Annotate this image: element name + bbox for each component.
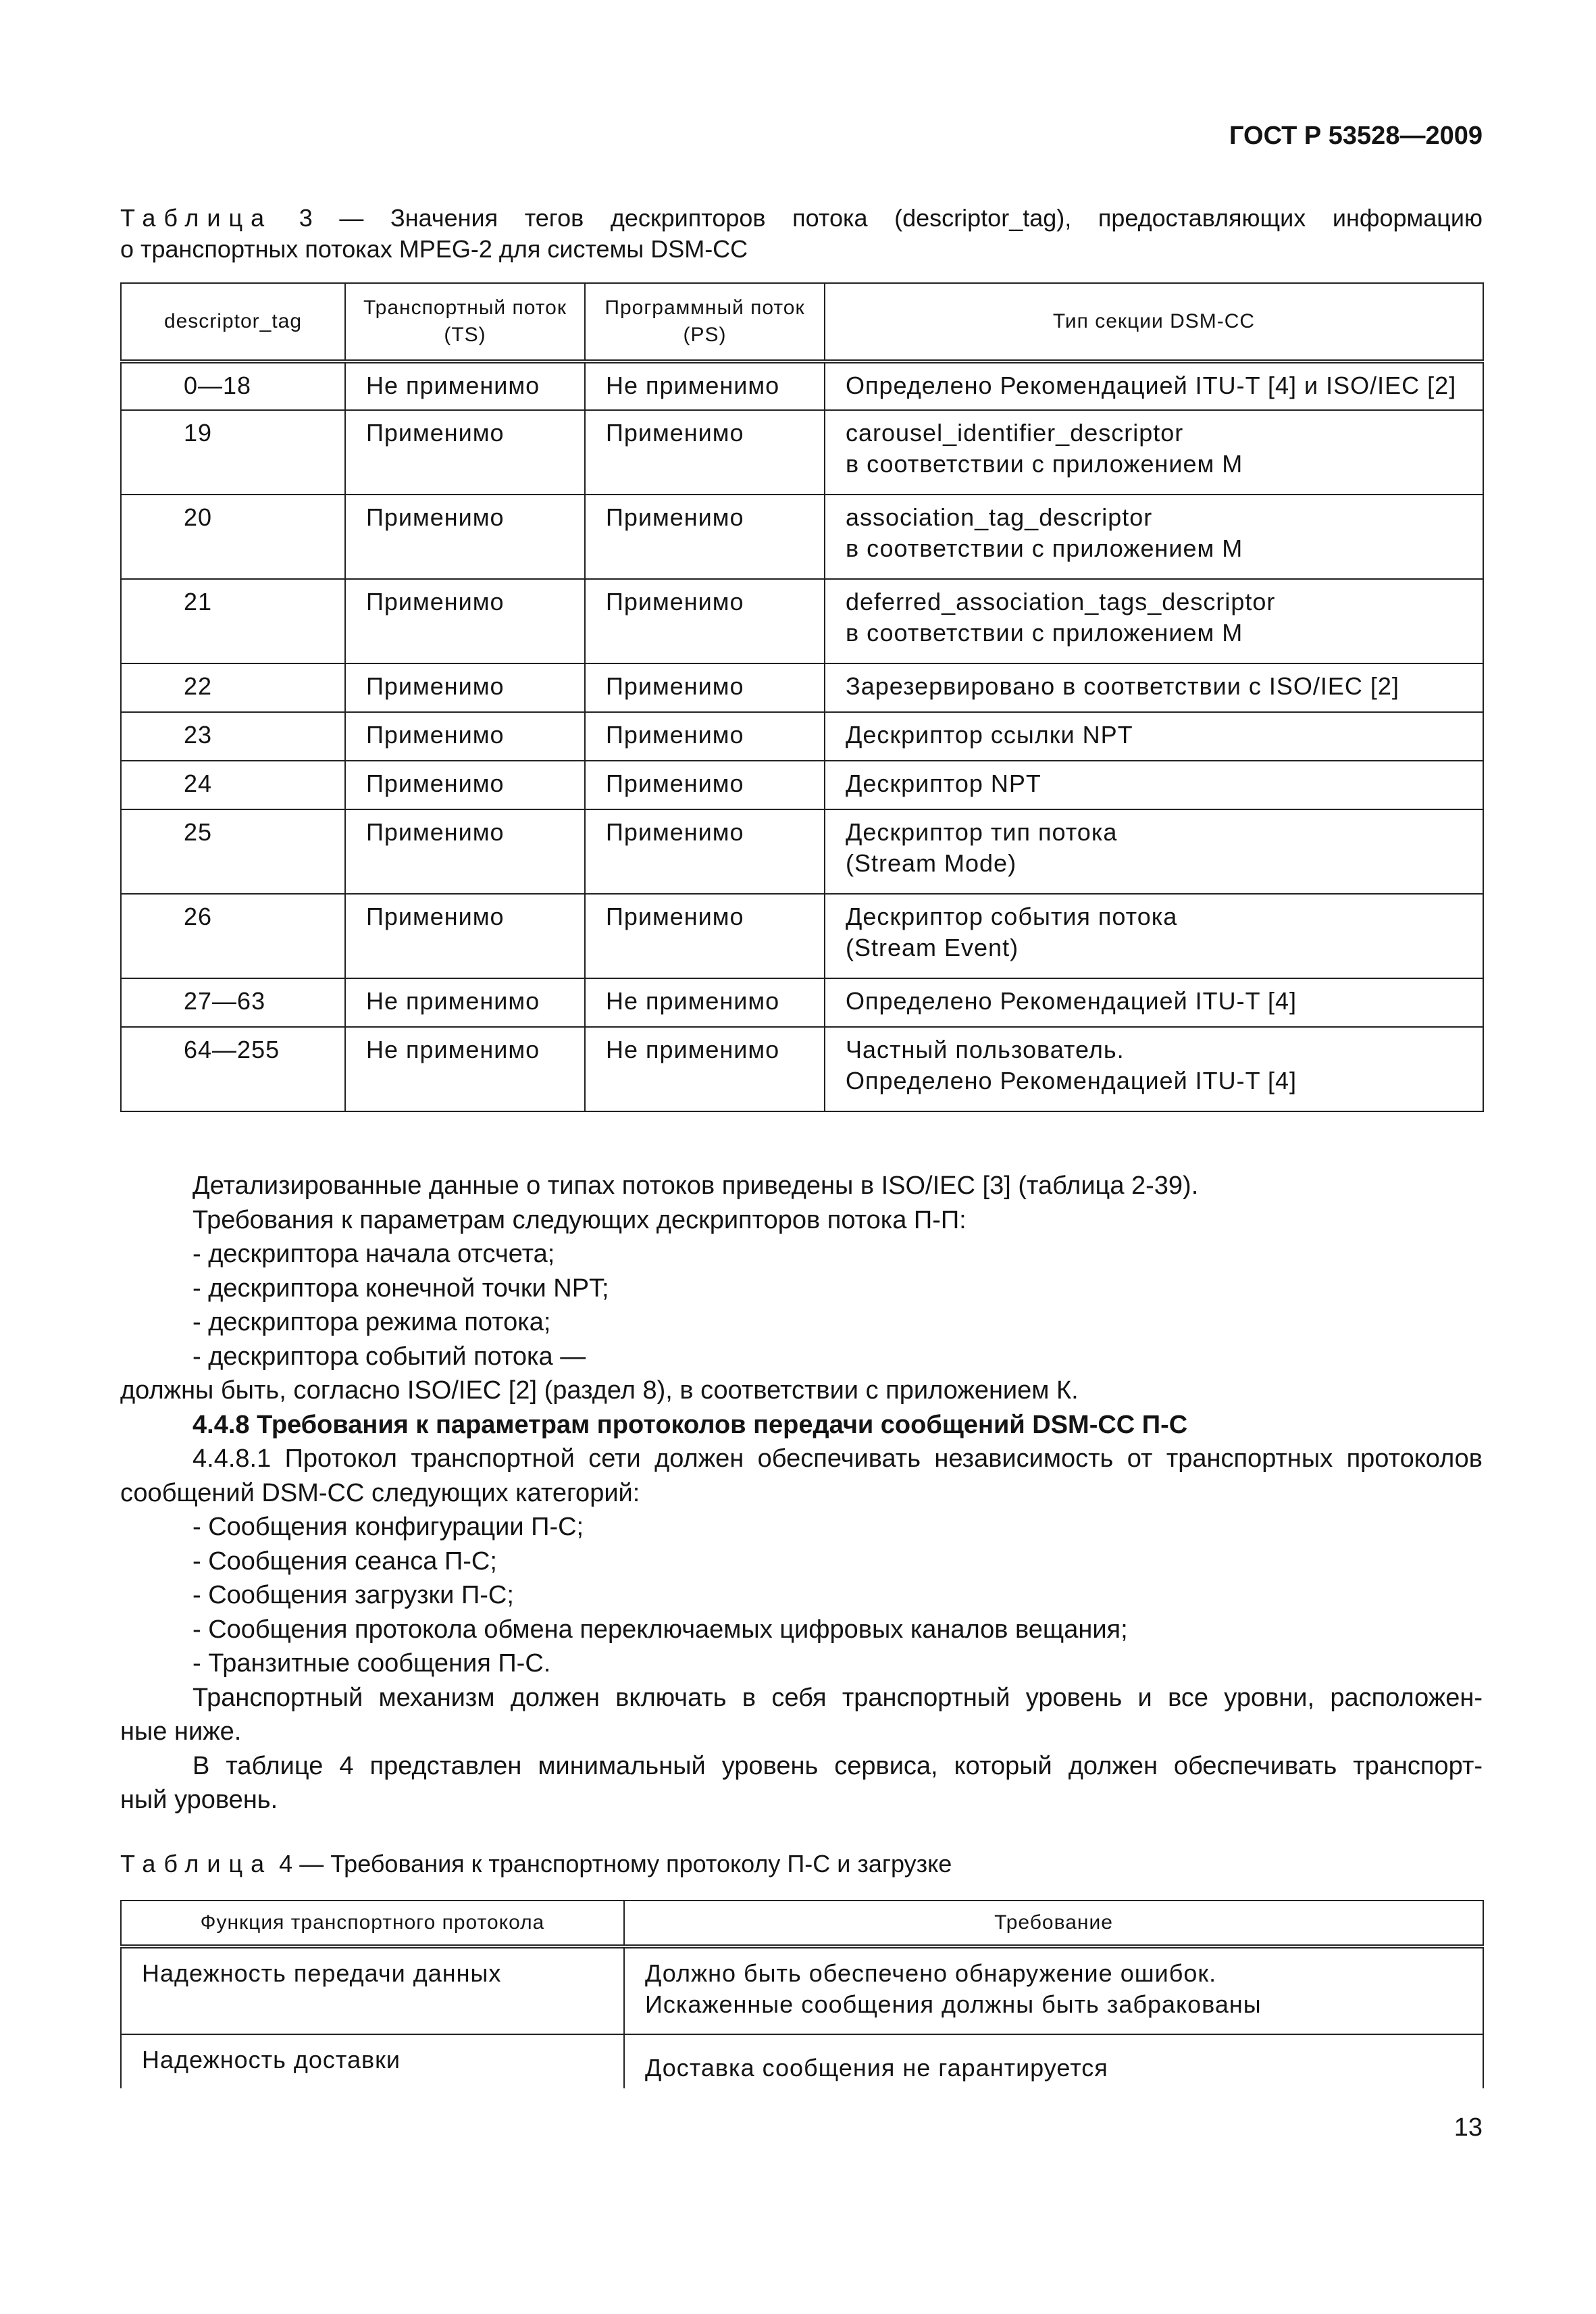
section-type-line: Дескриптор NPT <box>846 770 1041 797</box>
section-type-cell <box>825 978 1483 1027</box>
paragraph-line: В таблице 4 представлен минимальный уровень сервиса, который должен обеспечивать транспорт- <box>192 1751 1483 1780</box>
section-type-cell <box>825 894 1483 978</box>
descriptor-tag-cell: 27—63 <box>121 978 345 1027</box>
section-type-line: carousel_identifier_descriptor <box>846 419 1184 447</box>
section-type-cell <box>825 809 1483 894</box>
section-type-cell <box>825 495 1483 579</box>
section-type-line: Определено Рекомендацией ITU-T [4] <box>846 1067 1297 1095</box>
table3-caption-rest: 3 — Значения тегов дескрипторов потока (descriptor_tag), предоставляющих информацию <box>299 204 1483 232</box>
section-type-cell <box>825 663 1483 712</box>
descriptor-tag-table <box>120 282 1484 1112</box>
descriptor-tag-cell: 0—18 <box>121 361 345 410</box>
list-item: - дескриптора начала отсчета; <box>192 1240 555 1268</box>
paragraph-line: Транспортный механизм должен включать в себя транспортный уровень и все уровни, расположен- <box>192 1683 1483 1712</box>
section-type-cell <box>825 361 1483 410</box>
requirement-cell <box>624 1946 1483 2034</box>
table3-caption-line2: о транспортных потоках MPEG-2 для системы DSM-CC <box>120 235 748 263</box>
descriptor-tag-cell: 64—255 <box>121 1027 345 1111</box>
section-type-line: Определено Рекомендацией ITU-T [4] <box>846 987 1297 1015</box>
ps-cell: Применимо <box>585 663 825 712</box>
descriptor-tag-cell: 20 <box>121 495 345 579</box>
list-item: - Сообщения конфигурации П-С; <box>192 1513 584 1541</box>
table3-caption-line1 <box>120 203 1483 234</box>
section-type-line: Частный пользователь. <box>846 1036 1125 1063</box>
paragraph-line: сообщений DSM-CC следующих категорий: <box>120 1478 640 1507</box>
section-type-line: Дескриптор ссылки NPT <box>846 721 1133 749</box>
ps-cell: Применимо <box>585 410 825 495</box>
ts-cell: Применимо <box>345 495 585 579</box>
table-row <box>121 809 1483 894</box>
ps-cell: Не применимо <box>585 978 825 1027</box>
table-row <box>121 2034 1483 2088</box>
requirement-cell <box>624 2034 1483 2088</box>
function-cell: Надежность доставки <box>121 2034 624 2088</box>
table3-header-descriptor-tag: descriptor_tag <box>121 283 345 361</box>
table-row <box>121 1946 1483 2034</box>
descriptor-tag-cell: 25 <box>121 809 345 894</box>
paragraph: Детализированные данные о типах потоков приведены в ISO/IEC [3] (таблица 2-39). <box>192 1172 1199 1200</box>
section-type-line: (Stream Event) <box>846 934 1019 961</box>
ps-cell: Применимо <box>585 809 825 894</box>
table-row <box>121 410 1483 495</box>
list-item: - Сообщения загрузки П-С; <box>192 1581 514 1609</box>
table3-header-row <box>121 283 1483 361</box>
list-item: - Транзитные сообщения П-С. <box>192 1649 551 1678</box>
table4-caption <box>120 1848 952 1880</box>
section-type-cell <box>825 761 1483 809</box>
ps-cell: Применимо <box>585 495 825 579</box>
table-row <box>121 495 1483 579</box>
descriptor-tag-cell: 22 <box>121 663 345 712</box>
table-row <box>121 663 1483 712</box>
section-type-cell <box>825 712 1483 761</box>
ts-cell: Применимо <box>345 663 585 712</box>
ts-cell: Применимо <box>345 809 585 894</box>
table-row <box>121 1027 1483 1111</box>
section-type-line: Дескриптор тип потока <box>846 818 1118 846</box>
descriptor-tag-cell: 21 <box>121 579 345 663</box>
table-row <box>121 894 1483 978</box>
paragraph-line: 4.4.8.1 Протокол транспортной сети должен обеспечивать независимость от транспортных протоколов <box>192 1444 1483 1473</box>
descriptor-tag-cell: 23 <box>121 712 345 761</box>
section-type-line: в соответствии с приложением М <box>846 534 1243 562</box>
table3-header-section-type: Тип секции DSM-CC <box>825 283 1483 361</box>
ts-cell: Не применимо <box>345 978 585 1027</box>
table-row <box>121 361 1483 410</box>
section-type-line: Зарезервировано в соответствии с ISO/IEC [2] <box>846 672 1399 700</box>
requirement-line: Должно быть обеспечено обнаружение ошибок. <box>645 1959 1217 1987</box>
ps-cell: Применимо <box>585 712 825 761</box>
table4-header-row <box>121 1901 1483 1946</box>
section-type-line: в соответствии с приложением М <box>846 619 1243 647</box>
requirement-line: Доставка сообщения не гарантируется <box>645 2054 1108 2082</box>
descriptor-tag-cell: 19 <box>121 410 345 495</box>
transport-protocol-table <box>120 1900 1484 2088</box>
section-type-line: Определено Рекомендацией ITU-T [4] и ISO/IEC [2] <box>846 372 1457 399</box>
section-type-line: deferred_association_tags_descriptor <box>846 588 1276 615</box>
section-heading: 4.4.8 Требования к параметрам протоколов передачи сообщений DSM-CC П-С <box>192 1410 1188 1439</box>
ts-cell: Применимо <box>345 579 585 663</box>
descriptor-tag-cell: 24 <box>121 761 345 809</box>
body-text <box>120 1169 1483 1817</box>
ps-cell: Не применимо <box>585 361 825 410</box>
list-item: - дескриптора режима потока; <box>192 1308 551 1336</box>
ts-cell: Применимо <box>345 410 585 495</box>
section-type-line: Дескриптор события потока <box>846 903 1178 930</box>
section-type-line: в соответствии с приложением М <box>846 450 1243 478</box>
section-type-cell <box>825 579 1483 663</box>
table4-header-function: Функция транспортного протокола <box>121 1901 624 1946</box>
ts-cell: Не применимо <box>345 1027 585 1111</box>
table3-header-ps: Программный поток (PS) <box>585 283 825 361</box>
table-row <box>121 978 1483 1027</box>
table3-header-ts: Транспортный поток (TS) <box>345 283 585 361</box>
list-item: - Сообщения сеанса П-С; <box>192 1546 497 1576</box>
table3-caption <box>120 203 1483 265</box>
ps-cell: Применимо <box>585 894 825 978</box>
function-cell: Надежность передачи данных <box>121 1946 624 2034</box>
list-item: - Сообщения протокола обмена переключаемых цифровых каналов вещания; <box>192 1615 1128 1644</box>
page-number: 13 <box>1453 2113 1483 2142</box>
ps-cell: Применимо <box>585 761 825 809</box>
list-item: - дескриптора событий потока — <box>192 1342 586 1371</box>
table-row <box>121 761 1483 809</box>
ps-cell: Не применимо <box>585 1027 825 1111</box>
section-type-line: (Stream Mode) <box>846 849 1017 877</box>
section-type-cell <box>825 1027 1483 1111</box>
descriptor-tag-cell: 26 <box>121 894 345 978</box>
table-row <box>121 712 1483 761</box>
ts-cell: Не применимо <box>345 361 585 410</box>
ts-cell: Применимо <box>345 761 585 809</box>
paragraph-line: ный уровень. <box>120 1786 278 1814</box>
table4-header-requirement: Требование <box>624 1901 1483 1946</box>
table-row <box>121 579 1483 663</box>
ts-cell: Применимо <box>345 712 585 761</box>
document-page <box>120 0 1483 2314</box>
requirement-line: Искаженные сообщения должны быть забракованы <box>645 1990 1262 2018</box>
document-code-header: ГОСТ Р 53528—2009 <box>1229 122 1483 150</box>
paragraph-line: ные ниже. <box>120 1717 242 1746</box>
ps-cell: Применимо <box>585 579 825 663</box>
paragraph: Требования к параметрам следующих дескрипторов потока П-П: <box>192 1205 967 1234</box>
paragraph: должны быть, согласно ISO/IEC [2] (раздел 8), в соответствии с приложением К. <box>120 1376 1079 1405</box>
section-type-cell <box>825 410 1483 495</box>
ts-cell: Применимо <box>345 894 585 978</box>
table4-caption-rest: 4 — Требования к транспортному протоколу П-С и загрузке <box>279 1850 952 1878</box>
list-item: - дескриптора конечной точки NPT; <box>192 1274 609 1303</box>
table4-caption-lead: Таблица <box>120 1850 273 1878</box>
table3-caption-lead: Таблица <box>120 204 273 232</box>
section-type-line: association_tag_descriptor <box>846 503 1153 531</box>
